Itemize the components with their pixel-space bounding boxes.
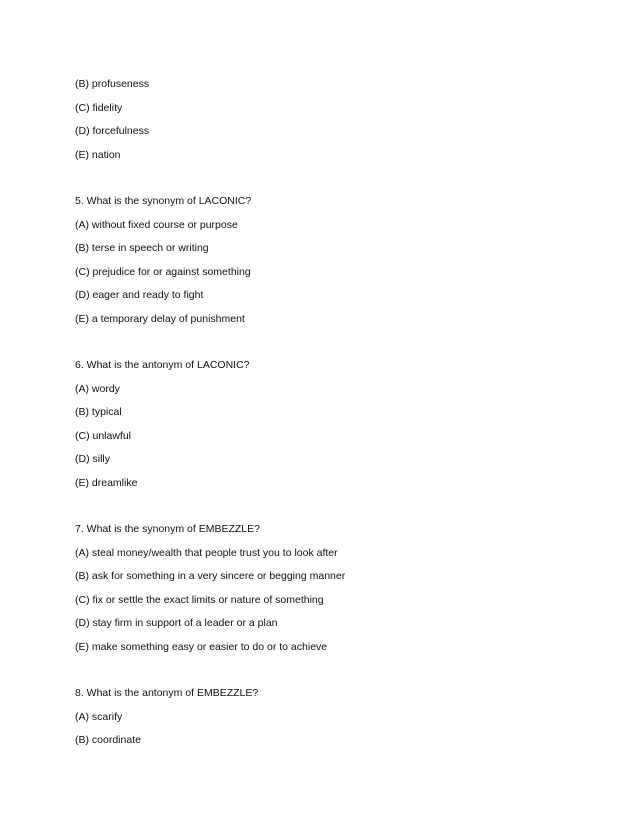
previous-question-options (75, 73, 595, 167)
option-e: (E) make something easy or easier to do or to achieve (75, 640, 328, 653)
option-d: (D) stay firm in support of a leader or a plan (75, 617, 278, 629)
option-e: (E) a temporary delay of punishment (75, 312, 245, 325)
option-b: (B) terse in speech or writing (75, 242, 209, 254)
question-prompt: 5. What is the synonym of LACONIC? (75, 195, 252, 207)
question-7 (75, 518, 595, 659)
option-d: (D) silly (75, 453, 110, 465)
option-b: (B) typical (75, 406, 122, 418)
option-c: (C) unlawful (75, 429, 132, 442)
option-c: (C) fidelity (75, 101, 123, 114)
question-6 (75, 354, 595, 495)
option-e: (E) nation (75, 148, 121, 161)
option-b: (B) ask for something in a very sincere or begging manner (75, 570, 346, 582)
option-c: (C) fix or settle the exact limits or nature of something (75, 593, 324, 606)
option-a: (A) without fixed course or purpose (75, 218, 238, 231)
question-5 (75, 190, 595, 331)
option-a: (A) scarify (75, 710, 123, 723)
option-c: (C) prejudice for or against something (75, 265, 251, 278)
question-prompt: 8. What is the antonym of EMBEZZLE? (75, 687, 259, 699)
option-a: (A) wordy (75, 382, 120, 395)
question-8 (75, 682, 595, 753)
option-d: (D) forcefulness (75, 125, 150, 137)
question-prompt: 6. What is the antonym of LACONIC? (75, 359, 250, 371)
document-content (75, 73, 595, 753)
question-prompt: 7. What is the synonym of EMBEZZLE? (75, 523, 260, 535)
option-b: (B) coordinate (75, 734, 141, 746)
option-d: (D) eager and ready to fight (75, 289, 204, 301)
option-b: (B) profuseness (75, 78, 150, 90)
option-e: (E) dreamlike (75, 476, 138, 489)
option-a: (A) steal money/wealth that people trust you to look after (75, 546, 338, 559)
